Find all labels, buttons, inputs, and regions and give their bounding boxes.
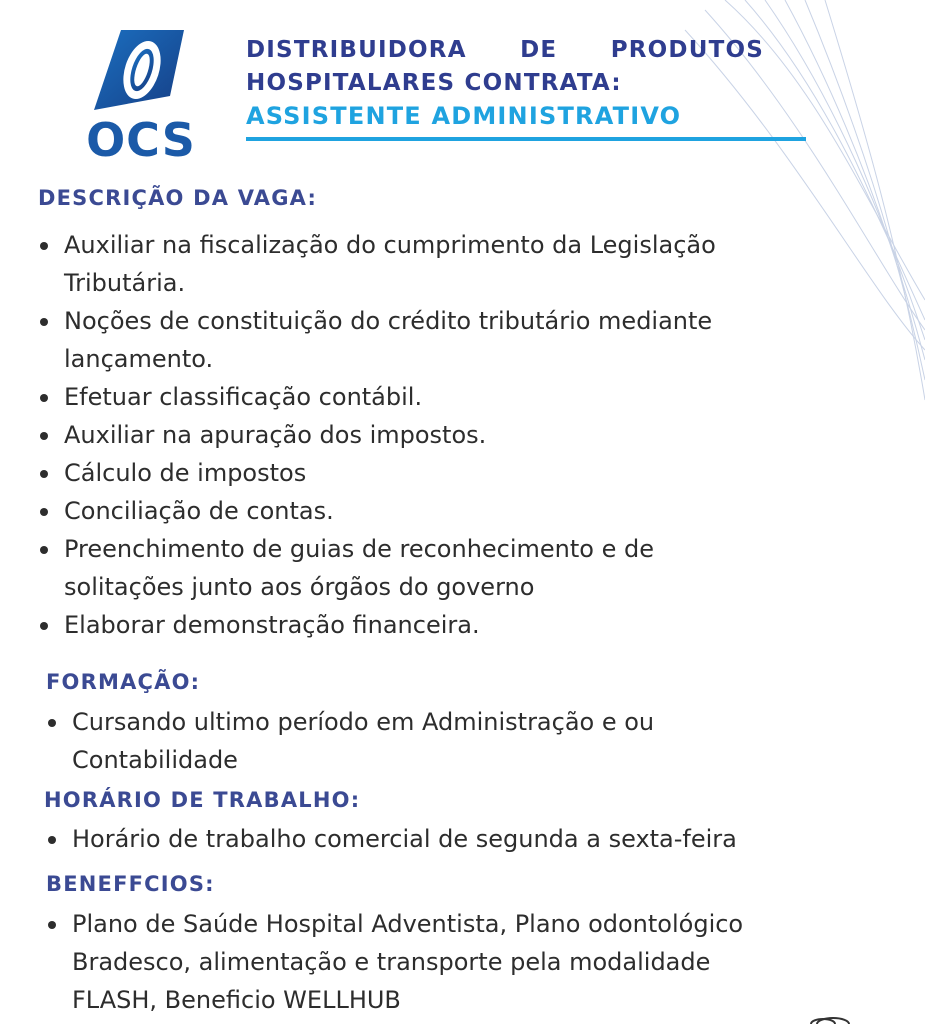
beneficios-list xyxy=(46,905,743,1019)
bullet-icon xyxy=(40,470,48,478)
list-item-continuation: solitações junto aos órgãos do governo xyxy=(64,573,535,601)
section-title-formacao: FORMAÇÃO: xyxy=(46,670,201,694)
header-word-1: DISTRIBUIDORA xyxy=(246,37,467,63)
ocs-logo xyxy=(66,26,216,166)
cropped-mark-icon xyxy=(793,1014,853,1024)
bullet-icon xyxy=(40,622,48,630)
list-item-continuation: Tributária. xyxy=(64,269,186,297)
list-item: Conciliação de contas. xyxy=(38,492,716,530)
header-line-2: HOSPITALARES CONTRATA: xyxy=(246,70,622,96)
list-item: Noções de constituição do crédito tributário mediante xyxy=(38,302,716,340)
list-item: Cursando ultimo período em Administração e ou xyxy=(46,703,654,741)
bullet-icon xyxy=(48,719,56,727)
job-title: ASSISTENTE ADMINISTRATIVO xyxy=(246,102,682,130)
header xyxy=(246,34,806,141)
list-item-continuation: FLASH, Beneficio WELLHUB xyxy=(72,986,401,1014)
header-word-3: PRODUTOS xyxy=(610,37,764,63)
list-item-continuation: Bradesco, alimentação e transporte pela modalidade xyxy=(72,948,711,976)
header-line-1 xyxy=(246,34,764,67)
descricao-list xyxy=(38,226,716,644)
list-item: Plano de Saúde Hospital Adventista, Plano odontológico xyxy=(46,905,743,943)
bullet-icon xyxy=(40,508,48,516)
header-word-2: DE xyxy=(520,37,558,63)
section-title-horario: HORÁRIO DE TRABALHO: xyxy=(44,788,361,812)
list-item-continuation: Contabilidade xyxy=(72,746,238,774)
bullet-icon xyxy=(40,318,48,326)
logo-text: OCS xyxy=(86,113,196,166)
section-title-beneficios: BENEFFCIOS: xyxy=(46,872,215,896)
list-item: Auxiliar na fiscalização do cumprimento da Legislação xyxy=(38,226,716,264)
section-title-descricao: DESCRIÇÃO DA VAGA: xyxy=(38,186,318,210)
bullet-icon xyxy=(40,546,48,554)
list-item: Auxiliar na apuração dos impostos. xyxy=(38,416,716,454)
list-item: Cálculo de impostos xyxy=(38,454,716,492)
bullet-icon xyxy=(48,921,56,929)
list-item: Horário de trabalho comercial de segunda a sexta-feira xyxy=(46,820,737,858)
bullet-icon xyxy=(48,836,56,844)
list-item: Elaborar demonstração financeira. xyxy=(38,606,716,644)
horario-list xyxy=(46,820,737,858)
bullet-icon xyxy=(40,432,48,440)
list-item: Preenchimento de guias de reconhecimento e de xyxy=(38,530,716,568)
bullet-icon xyxy=(40,394,48,402)
list-item: Efetuar classificação contábil. xyxy=(38,378,716,416)
header-divider xyxy=(246,137,806,141)
formacao-list xyxy=(46,703,654,779)
list-item-continuation: lançamento. xyxy=(64,345,214,373)
bullet-icon xyxy=(40,242,48,250)
